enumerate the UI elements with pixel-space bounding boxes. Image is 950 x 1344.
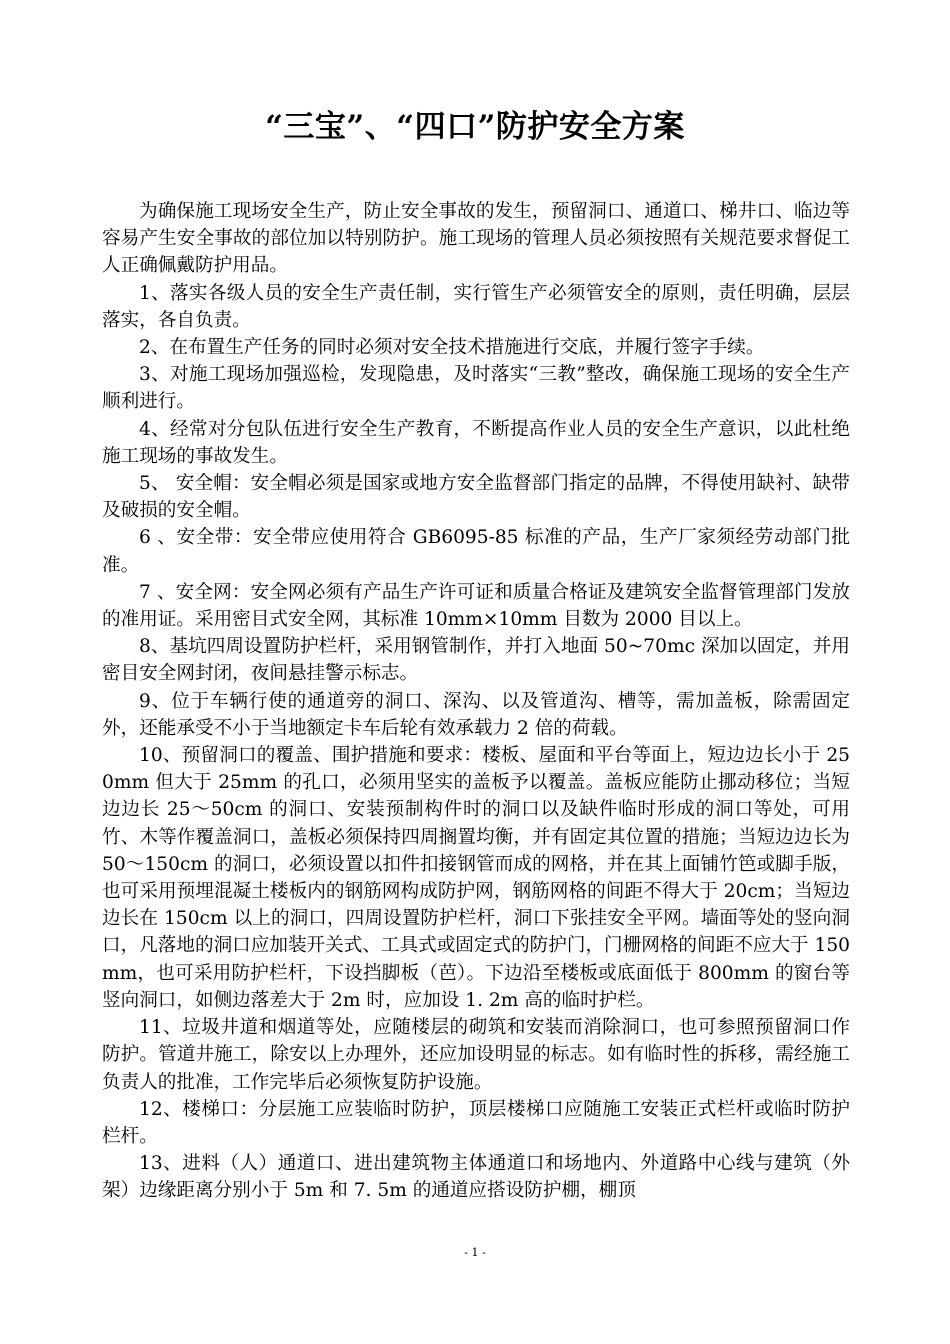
paragraph-6-safety-belt: 6 、安全带：安全带应使用符合 GB6095-85 标准的产品，生产厂家须经劳动部门批准。	[102, 527, 850, 576]
paragraph-12-stair-openings: 12、楼梯口：分层施工应装临时防护，顶层楼梯口应随施工安装正式栏杆或临时防护栏杆。	[102, 1098, 850, 1147]
paragraph-13-passage-openings: 13、进料（人）通道口、进出建筑物主体通道口和场地内、外道路中心线与建筑（外架）边缘距离分别小于 5m 和 7. 5m 的通道应搭设防护棚，棚顶	[102, 1153, 850, 1202]
paragraph-2: 2、在布置生产任务的同时必须对安全技术措施进行交底，并履行签字手续。	[139, 337, 765, 359]
paragraph-5-helmet: 5、 安全帽：安全帽必须是国家或地方安全监督部门指定的品牌，不得使用缺衬、缺带及破损的安全帽。	[102, 473, 850, 522]
paragraph-9-road-openings: 9、位于车辆行使的通道旁的洞口、深沟、以及管道沟、槽等，需加盖板，除需固定外，还能承受不小于当地额定卡车后轮有效承载力 2 倍的荷载。	[102, 690, 850, 739]
page-number: - 1 -	[464, 1246, 486, 1259]
paragraph-intro: 为确保施工现场安全生产，防止安全事故的发生，预留洞口、通道口、梯井口、临边等容易产生安全事故的部位加以特别防护。施工现场的管理人员必须按照有关规范要求督促工人正确佩戴防护用品。	[102, 201, 850, 277]
paragraph-7-safety-net: 7 、安全网：安全网必须有产品生产许可证和质量合格证及建筑安全监督管理部门发放的准用证。采用密目式安全网，其标准 10mm×10mm 目数为 2000 目以上。	[102, 581, 850, 631]
paragraph-8-foundation-pit: 8、基坑四周设置防护栏杆，采用钢管制作，并打入地面 50~70mc 深加以固定，并用密目安全网封闭，夜间悬挂警示标志。	[102, 636, 850, 685]
document-body	[102, 198, 850, 1205]
paragraph-10-reserved-openings: 10、预留洞口的覆盖、围护措施和要求：楼板、屋面和平台等面上，短边边长小于 250mm 但大于 25mm 的孔口，必须用坚实的盖板予以覆盖。盖板应能防止挪动移位；当短边边长 25～50cm 的洞口、安装预制构件时的洞口以及缺件临时形成的洞口等处，可用竹、木等作覆盖洞口，盖板必须保持四周搁置均衡，并有固定其位置的措施；当短边边长为 50～150cm 的洞口，必须设置以扣件扣接钢管而成的网格，并在其上面铺竹笆或脚手版，也可采用预埋混凝土楼板内的钢筋网构成防护网，钢筋网格的间距不得大于 20cm；当短边边长在 150cm 以上的洞口，四周设置防护栏杆，洞口下张挂安全平网。墙面等处的竖向洞口，凡落地的洞口应加装开关式、工具式或固定式的防护门，门栅网格的间距不应大于 150mm，也可采用防护栏杆，下设挡脚板（芭）。下边沿至楼板或底面低于 800mm 的窗台等竖向洞口，如侧边落差大于 2m 时，应加设 1. 2m 高的临时护栏。	[102, 745, 850, 1011]
paragraph-3: 3、对施工现场加强巡检，发现隐患，及时落实“三教”整改，确保施工现场的安全生产顺利进行。	[102, 364, 850, 413]
paragraph-11-shafts: 11、垃圾井道和烟道等处，应随楼层的砌筑和安装而消除洞口，也可参照预留洞口作防护。管道井施工，除安以上办理外，还应加设明显的标志。如有临时性的拆移，需经施工负责人的批准，工作完毕后必须恢复防护设施。	[102, 1017, 850, 1093]
document-title: “三宝”、“四口”防护安全方案	[265, 109, 685, 145]
paragraph-1: 1、落实各级人员的安全生产责任制，实行管生产必须管安全的原则，责任明确，层层落实，各自负责。	[102, 282, 850, 331]
paragraph-4: 4、经常对分包队伍进行安全生产教育，不断提高作业人员的安全生产意识，以此杜绝施工现场的事故发生。	[102, 418, 850, 467]
